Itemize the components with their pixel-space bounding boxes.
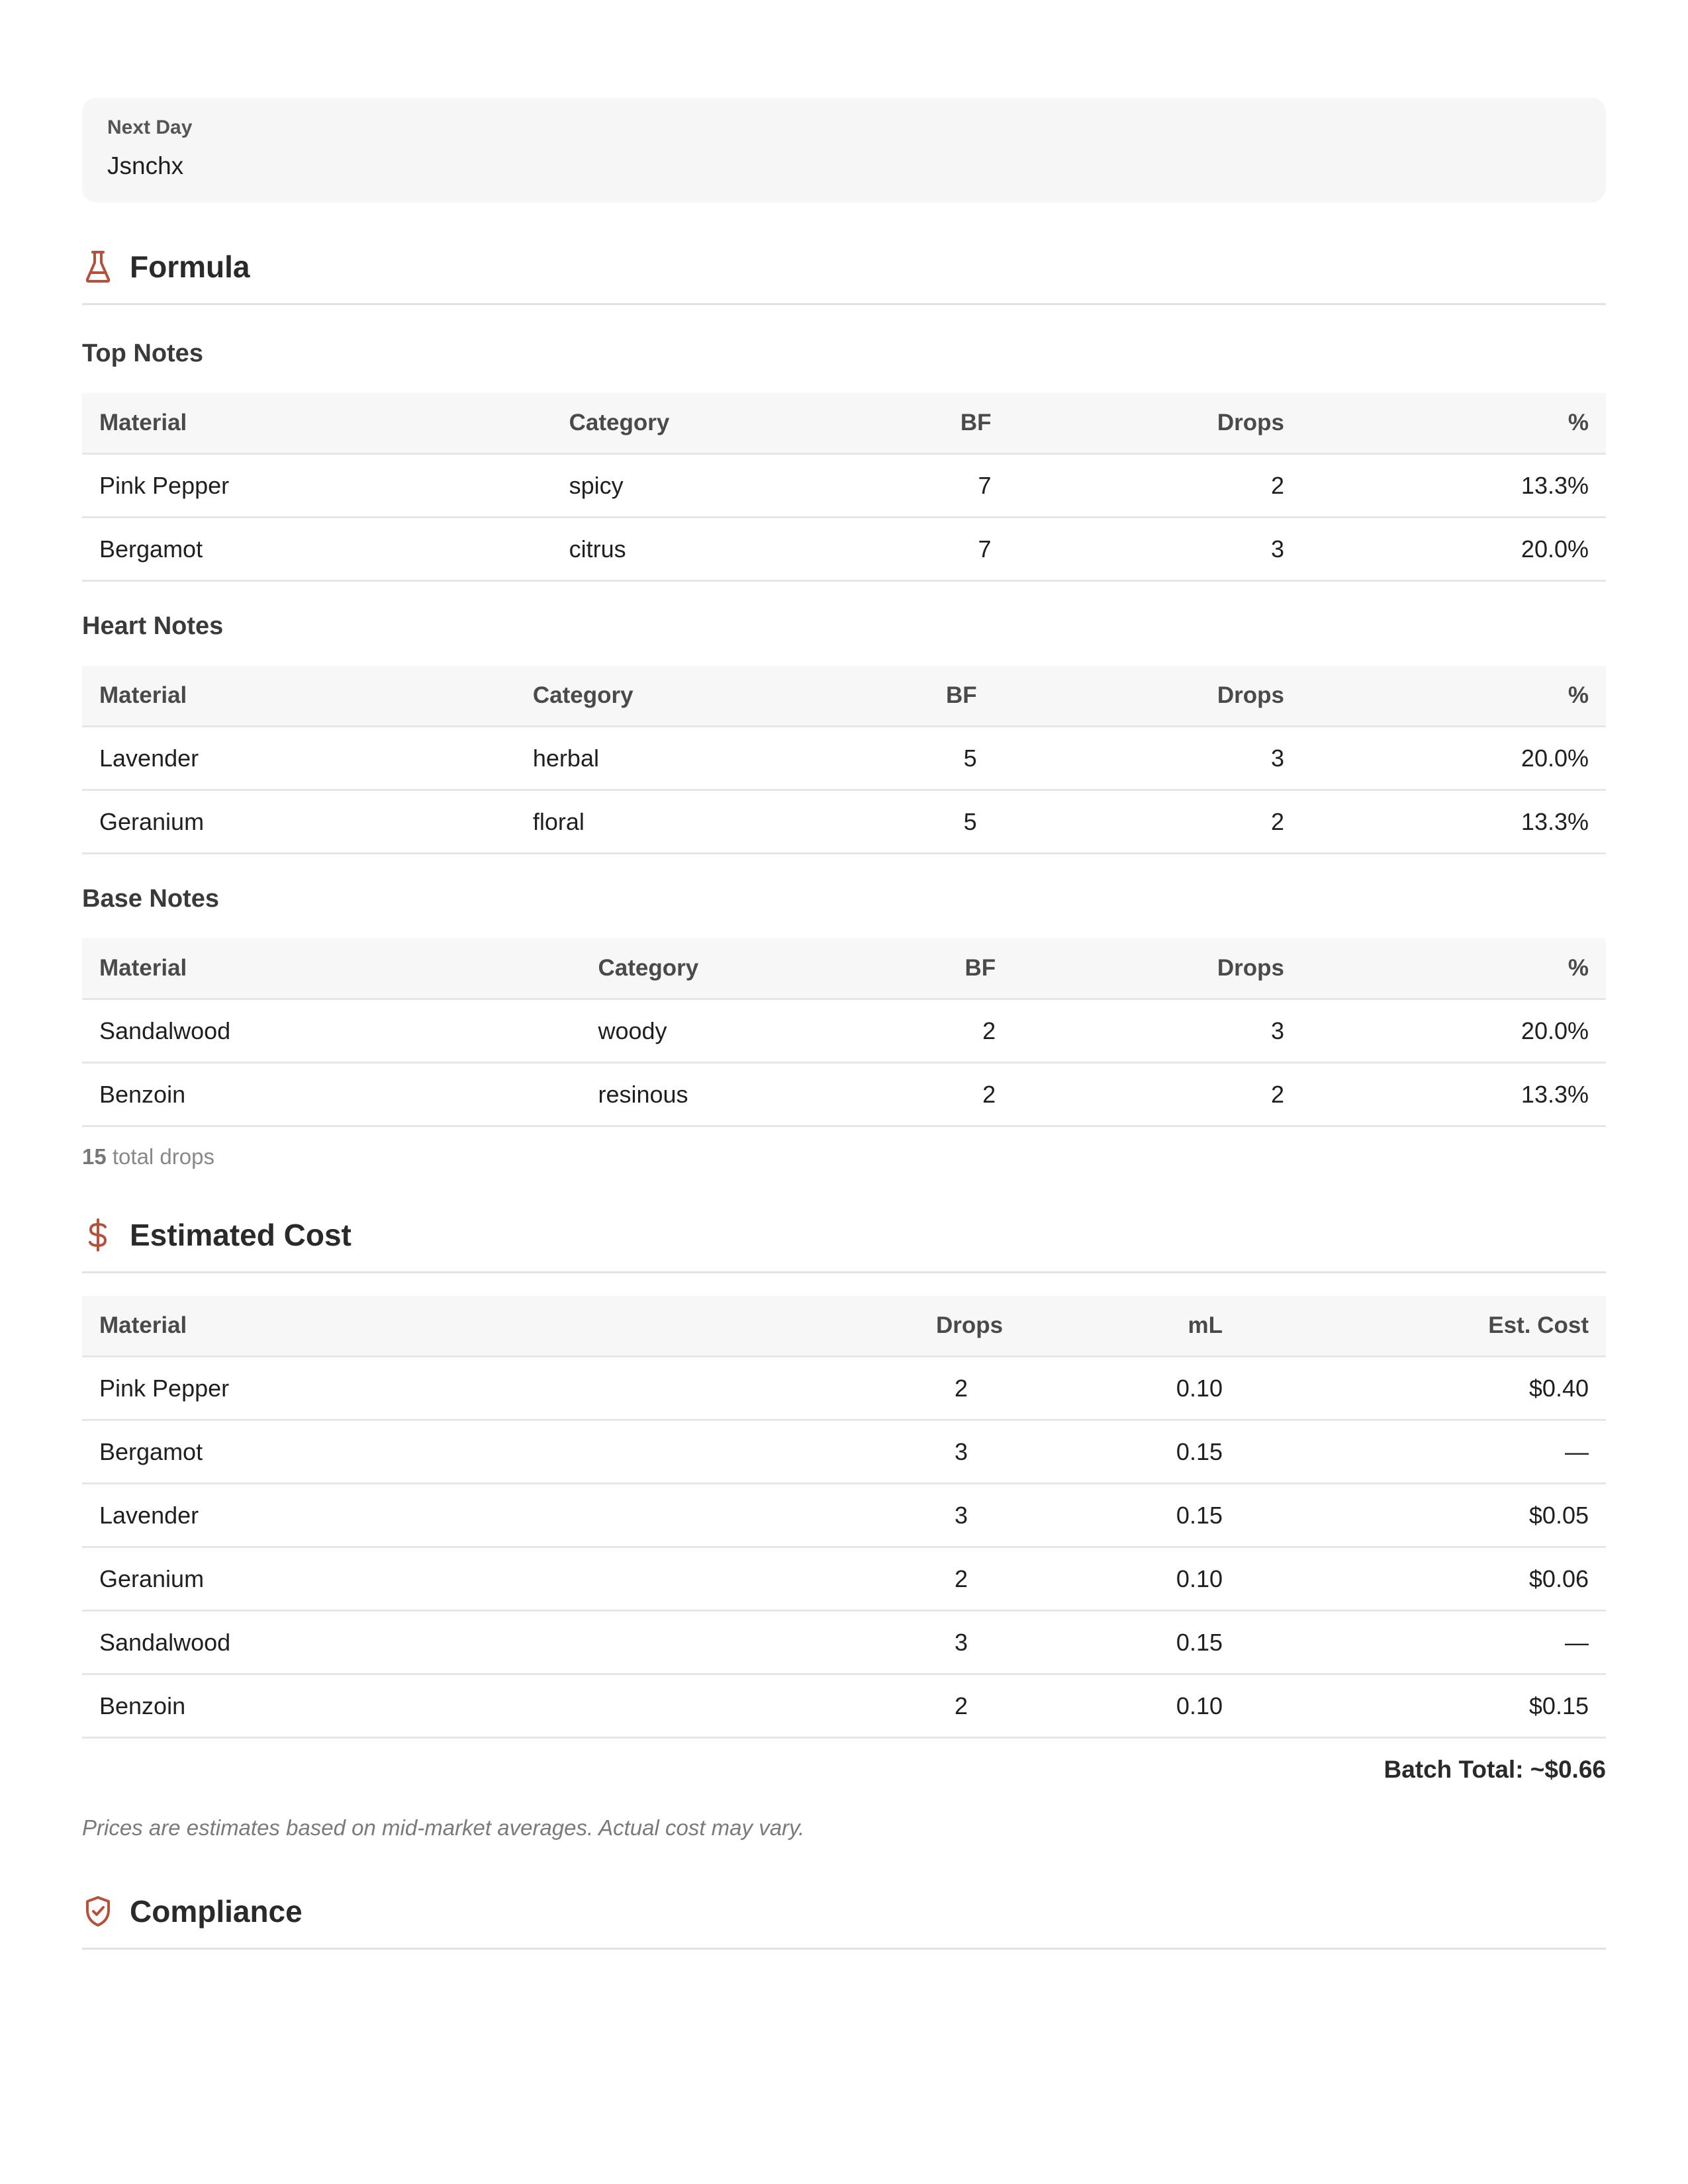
material-cell: Lavender [82, 1484, 919, 1547]
material-cell: Geranium [82, 790, 516, 854]
material-cell: Sandalwood [82, 999, 581, 1063]
column-header-category: Category [552, 393, 842, 454]
column-header-category: Category [516, 666, 806, 727]
drops-cell: 3 [1009, 518, 1301, 581]
cost-cell: — [1240, 1420, 1606, 1484]
column-header-material: Material [82, 938, 581, 999]
info-label: Next Day [107, 116, 193, 138]
total-drops-number: 15 [82, 1144, 107, 1169]
ml-cell: 0.10 [985, 1547, 1240, 1611]
table-row [82, 454, 1606, 518]
table-header-row [82, 1296, 1606, 1357]
table-row [82, 1611, 1606, 1674]
compliance-title: Compliance [130, 1894, 303, 1929]
material-cell: Bergamot [82, 518, 552, 581]
cost-cell: $0.06 [1240, 1547, 1606, 1611]
material-cell: Bergamot [82, 1420, 919, 1484]
info-card [82, 98, 1606, 203]
bf-cell: 5 [806, 727, 994, 790]
table-row [82, 518, 1606, 581]
heart-notes-heading: Heart Notes [82, 612, 224, 640]
column-header-drops: Drops [1009, 393, 1301, 454]
material-cell: Geranium [82, 1547, 919, 1611]
table-row [82, 790, 1606, 854]
table-row [82, 1063, 1606, 1126]
column-header-material: Material [82, 1296, 919, 1357]
column-header-material: Material [82, 666, 516, 727]
top-notes-heading: Top Notes [82, 340, 203, 367]
dollar-icon [83, 1218, 113, 1252]
column-header-bf: BF [871, 938, 1013, 999]
category-cell: herbal [516, 727, 806, 790]
batch-total: Batch Total: ~$0.66 [1383, 1756, 1606, 1783]
column-header-bf: BF [842, 393, 1009, 454]
column-header-est-cost: Est. Cost [1240, 1296, 1606, 1357]
category-cell: spicy [552, 454, 842, 518]
material-cell: Pink Pepper [82, 454, 552, 518]
column-header-bf: BF [806, 666, 994, 727]
percent-cell: 13.3% [1301, 790, 1606, 854]
column-header-category: Category [581, 938, 870, 999]
table-row [82, 1674, 1606, 1738]
drops-cell: 2 [1013, 1063, 1301, 1126]
table-row [82, 1357, 1606, 1420]
bf-cell: 5 [806, 790, 994, 854]
info-value: Jsnchx [107, 152, 184, 179]
top-notes-table [82, 393, 1606, 582]
base-notes-heading: Base Notes [82, 885, 219, 913]
table-header-row [82, 393, 1606, 454]
column-header-drops: Drops [919, 1296, 985, 1357]
category-cell: floral [516, 790, 806, 854]
percent-cell: 13.3% [1301, 454, 1606, 518]
drops-cell: 2 [919, 1674, 985, 1738]
cost-section-header [82, 1217, 1606, 1273]
material-cell: Lavender [82, 727, 516, 790]
material-cell: Sandalwood [82, 1611, 919, 1674]
cost-disclaimer: Prices are estimates based on mid-market averages. Actual cost may vary. [82, 1815, 805, 1840]
category-cell: woody [581, 999, 870, 1063]
shield-check-icon [83, 1894, 113, 1929]
total-drops-label: total drops [112, 1144, 214, 1169]
column-header-ml: mL [985, 1296, 1240, 1357]
table-header-row [82, 666, 1606, 727]
bf-cell: 2 [871, 1063, 1013, 1126]
bf-cell: 2 [871, 999, 1013, 1063]
percent-cell: 20.0% [1301, 999, 1606, 1063]
formula-title: Formula [130, 250, 250, 284]
column-header-percent: % [1301, 666, 1606, 727]
drops-cell: 2 [1009, 454, 1301, 518]
material-cell: Benzoin [82, 1063, 581, 1126]
bf-cell: 7 [842, 518, 1009, 581]
column-header-percent: % [1301, 393, 1606, 454]
ml-cell: 0.15 [985, 1611, 1240, 1674]
column-header-drops: Drops [994, 666, 1301, 727]
category-cell: resinous [581, 1063, 870, 1126]
bf-cell: 7 [842, 454, 1009, 518]
cost-table [82, 1296, 1606, 1739]
drops-cell: 3 [919, 1420, 985, 1484]
drops-cell: 3 [994, 727, 1301, 790]
drops-cell: 3 [919, 1484, 985, 1547]
flask-icon [83, 250, 113, 284]
category-cell: citrus [552, 518, 842, 581]
table-row [82, 1420, 1606, 1484]
drops-cell: 3 [919, 1611, 985, 1674]
material-cell: Pink Pepper [82, 1357, 919, 1420]
percent-cell: 20.0% [1301, 727, 1606, 790]
column-header-material: Material [82, 393, 552, 454]
column-header-percent: % [1301, 938, 1606, 999]
cost-cell: $0.05 [1240, 1484, 1606, 1547]
drops-cell: 3 [1013, 999, 1301, 1063]
cost-cell: $0.15 [1240, 1674, 1606, 1738]
cost-cell: $0.40 [1240, 1357, 1606, 1420]
compliance-section-header [82, 1893, 1606, 1950]
formula-section-header [82, 249, 1606, 305]
table-row [82, 1484, 1606, 1547]
table-row [82, 1547, 1606, 1611]
material-cell: Benzoin [82, 1674, 919, 1738]
drops-cell: 2 [919, 1357, 985, 1420]
cost-cell: — [1240, 1611, 1606, 1674]
drops-cell: 2 [994, 790, 1301, 854]
base-notes-table [82, 938, 1606, 1127]
percent-cell: 20.0% [1301, 518, 1606, 581]
table-row [82, 727, 1606, 790]
drops-cell: 2 [919, 1547, 985, 1611]
percent-cell: 13.3% [1301, 1063, 1606, 1126]
table-header-row [82, 938, 1606, 999]
ml-cell: 0.15 [985, 1484, 1240, 1547]
table-row [82, 999, 1606, 1063]
ml-cell: 0.10 [985, 1357, 1240, 1420]
column-header-drops: Drops [1013, 938, 1301, 999]
ml-cell: 0.10 [985, 1674, 1240, 1738]
total-drops [82, 1144, 1606, 1169]
ml-cell: 0.15 [985, 1420, 1240, 1484]
heart-notes-table [82, 666, 1606, 854]
cost-title: Estimated Cost [130, 1218, 352, 1252]
